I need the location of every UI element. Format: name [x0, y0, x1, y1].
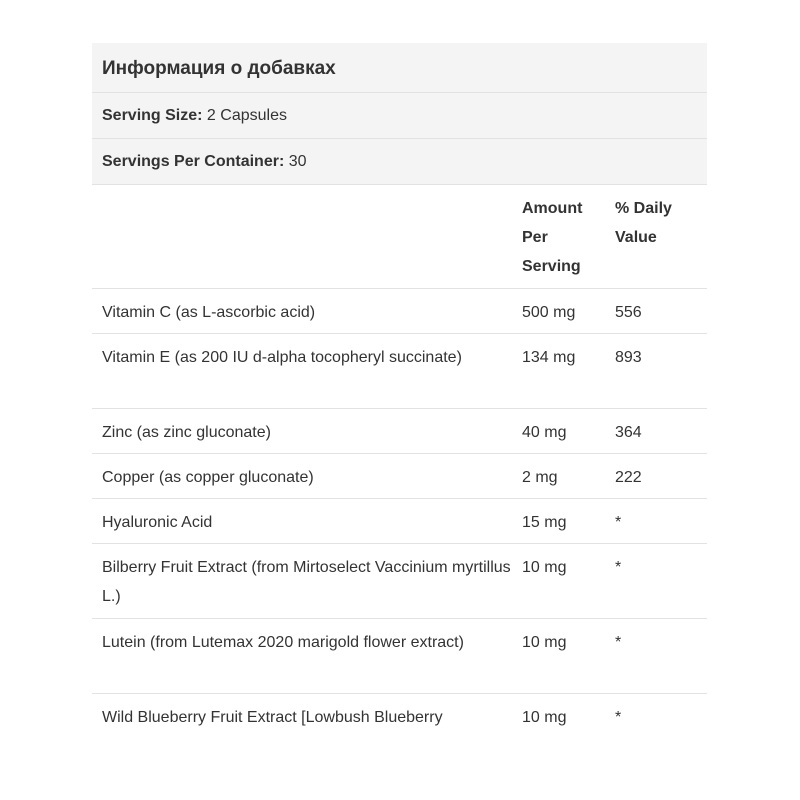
serving-size-label: Serving Size:: [102, 107, 203, 124]
table-row-name: Vitamin E (as 200 IU d-alpha tocopheryl succinate): [92, 334, 522, 409]
serving-size-row: [92, 93, 707, 139]
table-row-name: Hyaluronic Acid: [92, 499, 522, 544]
table-row-amount: 500 mg: [522, 289, 615, 334]
table-row-name: Vitamin C (as L-ascorbic acid): [92, 289, 522, 334]
servings-per-container-value: 30: [284, 153, 307, 170]
title-row: [92, 43, 707, 93]
table-row-amount: 15 mg: [522, 499, 615, 544]
table-row-daily-value: *: [615, 709, 622, 726]
table-row-amount: 10 mg: [522, 709, 567, 726]
table-row-daily-value: *: [615, 544, 707, 619]
table-row-amount: 10 mg: [522, 619, 615, 694]
table-row-daily-value: 364: [615, 409, 707, 454]
table-row-name: Zinc (as zinc gluconate): [92, 409, 522, 454]
table-row-daily-value: *: [615, 499, 707, 544]
page-title: Информация о добавках: [102, 58, 336, 79]
table-row-name: Lutein (from Lutemax 2020 marigold flower extract): [92, 619, 522, 694]
table-row-amount: 40 mg: [522, 409, 615, 454]
table-header-blank: [92, 185, 522, 289]
table-row-daily-value: 893: [615, 334, 707, 409]
table-row-daily-value: 556: [615, 289, 707, 334]
table-row-amount: 2 mg: [522, 454, 615, 499]
servings-per-container-row: [92, 139, 707, 185]
column-header-amount: Amount Per Serving: [522, 185, 615, 289]
servings-per-container-label: Servings Per Container:: [102, 153, 285, 170]
nutrient-table: [92, 185, 707, 769]
table-row-amount: 10 mg: [522, 544, 615, 619]
table-row-name: Bilberry Fruit Extract (from Mirtoselect Vaccinium myrtillus L.): [92, 544, 522, 619]
column-header-daily-value: % Daily Value: [615, 185, 707, 289]
table-row-name: Wild Blueberry Fruit Extract [Lowbush Blueberry: [102, 709, 443, 726]
serving-size-value: 2 Capsules: [202, 107, 287, 124]
table-row-name: Copper (as copper gluconate): [92, 454, 522, 499]
table-row-daily-value: 222: [615, 454, 707, 499]
table-row-amount: 134 mg: [522, 334, 615, 409]
supplement-facts-panel: [92, 43, 707, 769]
table-row-daily-value: *: [615, 619, 707, 694]
